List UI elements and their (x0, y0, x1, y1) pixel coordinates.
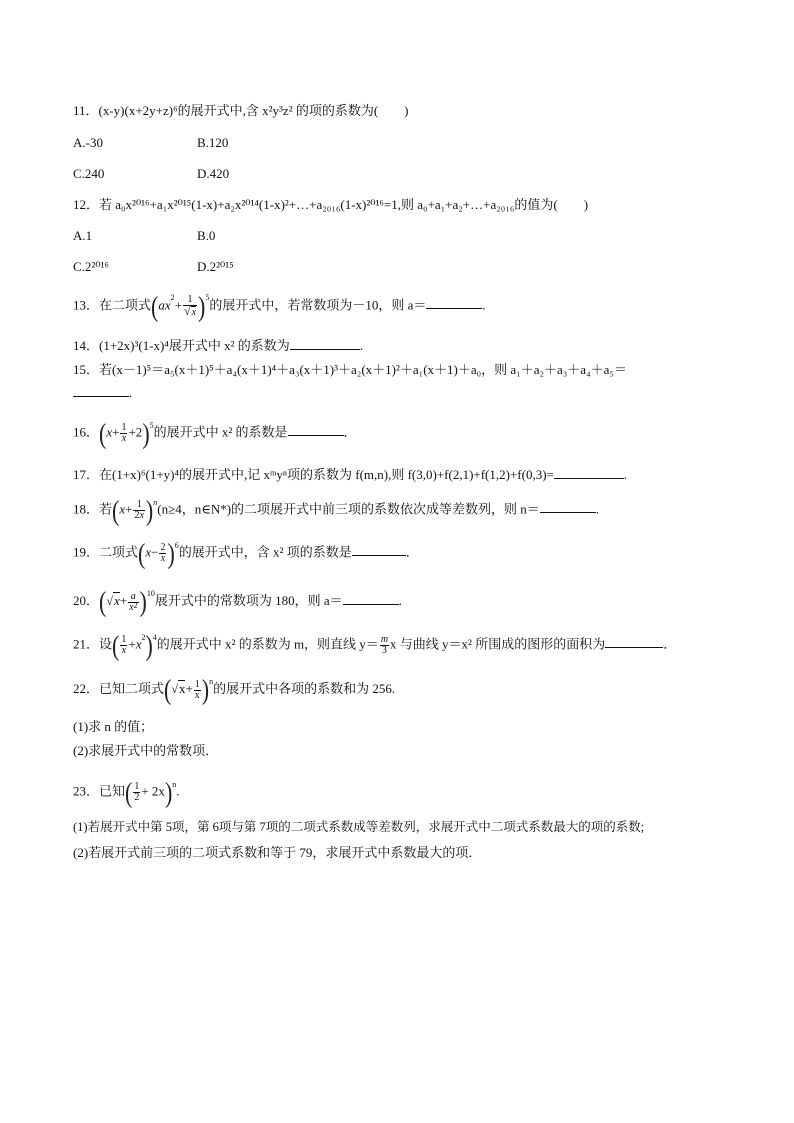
question-14 (73, 337, 734, 355)
answer-blank[interactable] (290, 337, 360, 350)
question-22-part-1: (1)求 n 的值； (73, 719, 154, 734)
question-17 (73, 466, 734, 484)
right-paren-glyph: ) (139, 585, 147, 618)
question-19-suffix: 的展开式中，含 x² 项的系数是 (178, 544, 352, 560)
question-20-prefix: 20． (73, 593, 100, 608)
fraction: $\frac{2}{x}$ (160, 542, 166, 564)
question-22: 22．已知二项式(√x+ $\frac{1}{x}$ )$^n$的展开式中各项的系数和为 256. (73, 673, 396, 706)
question-18-suffix: (n≥4，n∈N*)的二项展开式中前三项的系数依次成等差数列，则 n＝ (157, 501, 540, 517)
question-12-choice-d: D.2²⁰¹⁵ (197, 259, 234, 274)
left-paren-glyph: ( (112, 493, 120, 527)
right-paren-glyph: ) (198, 289, 206, 323)
answer-blank[interactable] (352, 543, 406, 556)
left-paren-glyph: ( (151, 289, 159, 323)
answer-blank[interactable] (554, 466, 624, 479)
fraction: $\frac{1}{x}$ (121, 634, 127, 656)
fraction: $\frac{1}{2x}$ (134, 499, 144, 521)
question-23-prefix: 23．已知 (73, 783, 126, 799)
question-18-prefix: 18．若 (73, 501, 113, 517)
question-16: 16．(x+ $\frac{1}{x}$ +2)$^5$的展开式中 x² 的系数是 ． (73, 416, 357, 450)
answer-blank[interactable] (540, 500, 596, 513)
question-20-end: . (398, 593, 402, 608)
question-15-end: . (129, 385, 133, 400)
question-21: 21．设( $\frac{1}{x}$ $+x^2)^4$的展开式中 x² 的系数为 m，则直线 y＝ $\frac{m}{3}$ x 与曲线 y＝x² 所围成的图形的面积为 ． (73, 628, 677, 662)
question-22-prefix: 22．已知二项式 (73, 681, 165, 696)
question-17-end: . (623, 467, 628, 482)
question-13: 13．在二项式($ax^2+$ $\frac{1}{√x}$ )$^5$的展开式中，若常数项为－10，则 a＝ . (73, 289, 486, 323)
question-18-end: . (595, 501, 600, 517)
question-22-part-2: (2)求展开式中的常数项． (73, 743, 219, 758)
question-12-text: 12．若 a₀x²⁰¹⁶+a₁x²⁰¹⁵(1-x)+a₂x²⁰¹⁴(1-x)²+…+a₂₀₁₆(1-x)²⁰¹⁶=1,则 a₀+a₁+a₂+…+a₂₀₁₆的值为( ) (73, 197, 589, 212)
left-paren-glyph: ( (99, 585, 107, 618)
right-paren-glyph: ) (201, 673, 210, 706)
question-13-suffix: 的展开式中，若常数项为－10，则 a＝ (209, 297, 427, 313)
answer-blank[interactable] (605, 635, 663, 648)
left-paren-glyph: ( (112, 628, 120, 662)
question-14-text: 14．(1+2x)³(1-x)⁴展开式中 x² 的系数为 (73, 338, 290, 353)
question-15 (73, 361, 734, 379)
question-11-choice-b: B.120 (197, 135, 229, 150)
left-paren-glyph: ( (125, 775, 133, 809)
question-11-text: 11．(x-y)(x+2y+z)⁶的展开式中,含 x²y³z² 的项的系数为( ) (73, 103, 409, 118)
question-12-choice-c: C.2²⁰¹⁶ (73, 259, 109, 274)
right-paren-glyph: ) (145, 493, 154, 527)
question-11-choice-a: A.-30 (73, 135, 103, 150)
question-23-part-1: (1)若展开式中第 5项，第 6项与第 7项的二项式系数成等差数列，求展开式中二项式系数最大的项的系数; (73, 820, 645, 834)
question-19: 19．二项式(x− $\frac{2}{x}$ )$^6$的展开式中，含 x² 项的系数是 ． (73, 536, 419, 570)
answer-blank[interactable] (73, 384, 129, 397)
left-paren-glyph: ( (138, 536, 146, 570)
fraction: $\frac{m}{3}$ (380, 634, 389, 656)
question-21-mid2: x 与曲线 y＝x² 所围成的图形的面积为 (390, 636, 606, 652)
answer-blank[interactable] (288, 423, 344, 436)
question-16-suffix: 的展开式中 x² 的系数是 (153, 424, 288, 440)
question-15-continued (73, 384, 734, 402)
question-19-prefix: 19．二项式 (73, 544, 139, 560)
question-21-end: ． (663, 636, 677, 652)
question-21-prefix: 21．设 (73, 636, 113, 652)
question-23-part-2: (2)若展开式前三项的二项式系数和等于 79，求展开式中系数最大的项． (73, 845, 482, 860)
question-19-end: ． (405, 544, 419, 560)
answer-blank[interactable] (343, 592, 399, 605)
question-12 (73, 196, 734, 214)
fraction: $\frac{1}{x}$ (194, 678, 200, 701)
fraction: $\frac{1}{√x}$ (183, 294, 197, 318)
fraction: $\frac{1}{x}$ (121, 422, 127, 444)
question-20-suffix: 展开式中的常数项为 180，则 a＝ (154, 593, 343, 608)
answer-blank[interactable] (426, 296, 482, 309)
fraction: $\frac{a}{x^2}$ (129, 590, 138, 613)
question-22-suffix: 的展开式中各项的系数和为 256. (213, 681, 396, 696)
left-paren-glyph: ( (164, 673, 172, 706)
right-paren-glyph: ) (167, 536, 175, 570)
question-17-text: 17．在(1+x)⁶(1+y)⁴的展开式中,记 xᵐyⁿ项的系数为 f(m,n),则 f(3,0)+f(2,1)+f(1,2)+f(0,3)= (73, 467, 554, 482)
question-23: 23．已知( $\frac{1}{2}$ + 2x)$^n$. (73, 775, 180, 809)
right-paren-glyph: ) (164, 775, 173, 809)
left-paren-glyph: ( (99, 416, 107, 450)
question-11-choice-d: D.420 (197, 166, 230, 181)
question-20: 20．(√x+ $\frac{a}{x^2}$ )$^{10}$展开式中的常数项为 180，则 a＝ . (73, 585, 402, 618)
right-paren-glyph: ) (142, 416, 150, 450)
question-13-end: . (482, 297, 486, 313)
question-14-end: . (359, 338, 364, 353)
question-16-prefix: 16． (73, 424, 100, 440)
question-12-choice-b: B.0 (197, 228, 216, 243)
question-21-mid: 的展开式中 x² 的系数为 m，则直线 y＝ (156, 636, 379, 652)
question-13-prefix: 13．在二项式 (73, 297, 152, 313)
fraction: $\frac{1}{2}$ (134, 781, 140, 803)
question-11 (73, 102, 734, 120)
question-16-end: ． (343, 424, 357, 440)
question-12-choice-a: A.1 (73, 228, 93, 243)
question-11-choice-c: C.240 (73, 166, 105, 181)
question-15-text: 15．若(x－1)⁵＝a₅(x＋1)⁵＋a₄(x＋1)⁴＋a₃(x＋1)³＋a₂(x＋1)²＋a₁(x＋1)＋a₀，则 a₁＋a₂＋a₃＋a₄＋a₅＝ (73, 362, 627, 377)
right-paren-glyph: ) (145, 628, 153, 662)
math-term: ax (158, 297, 171, 313)
question-18: 18．若(x+ $\frac{1}{2x}$ )$^n$(n≥4，n∈N*)的二项展开式中前三项的系数依次成等差数列，则 n＝ . (73, 493, 600, 527)
